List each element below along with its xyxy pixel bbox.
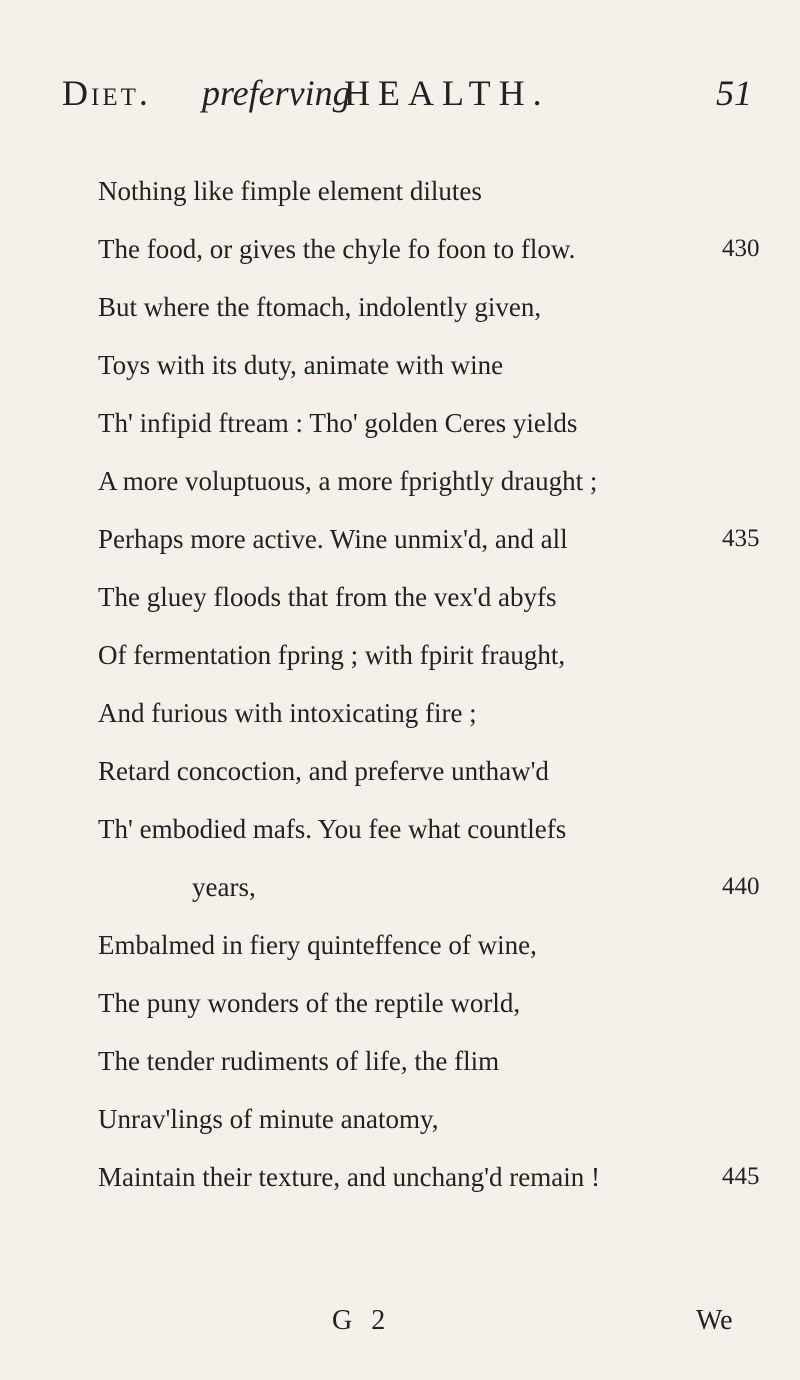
running-title-middle: preferving xyxy=(202,73,351,113)
verse-text: The tender rudiments of life, the flim xyxy=(98,1046,500,1076)
verse-line xyxy=(98,1090,708,1148)
verse-text: Toys with its duty, animate with wine xyxy=(98,350,504,380)
verse-text: Of fermentation fpring ; with fpirit fraught, xyxy=(98,640,566,670)
page-number: 51 xyxy=(716,73,752,113)
verse-text: Th' infipid ftream : Tho' golden Ceres yields xyxy=(98,408,578,438)
verse-block xyxy=(98,162,760,1206)
verse-text: Embalmed in fiery quinteffence of wine, xyxy=(98,930,537,960)
verse-line xyxy=(98,336,708,394)
verse-line xyxy=(98,626,708,684)
verse-text: Retard concoction, and preferve unthaw'd xyxy=(98,756,549,786)
verse-line xyxy=(98,1032,708,1090)
verse-line xyxy=(98,916,708,974)
verse-text: years, xyxy=(192,872,256,902)
line-number: 430 xyxy=(722,235,760,262)
verse-text: Nothing like fimple element dilutes xyxy=(98,176,482,206)
line-number: 445 xyxy=(722,1163,760,1190)
catchword: We xyxy=(696,1305,733,1336)
verse-text: The food, or gives the chyle fo foon to flow. xyxy=(98,234,576,264)
verse-line xyxy=(98,278,708,336)
verse-line xyxy=(98,974,708,1032)
verse-line xyxy=(98,510,760,568)
verse-text: The puny wonders of the reptile world, xyxy=(98,988,521,1018)
verse-line xyxy=(98,220,760,278)
verse-line xyxy=(98,858,760,916)
verse-text: Unrav'lings of minute anatomy, xyxy=(98,1104,439,1134)
verse-text: Perhaps more active. Wine unmix'd, and all xyxy=(98,524,568,554)
verse-text: The gluey floods that from the vex'd abyfs xyxy=(98,582,557,612)
verse-line xyxy=(98,394,708,452)
verse-text: And furious with intoxicating fire ; xyxy=(98,698,477,728)
line-number: 440 xyxy=(722,873,760,900)
verse-text: A more voluptuous, a more fprightly draught ; xyxy=(98,466,598,496)
verse-line xyxy=(98,162,708,220)
verse-line xyxy=(98,742,708,800)
verse-line xyxy=(98,452,708,510)
verse-text: Th' embodied mafs. You fee what countlefs xyxy=(98,814,567,844)
verse-text: Maintain their texture, and unchang'd remain ! xyxy=(98,1162,600,1192)
verse-line xyxy=(98,800,708,858)
verse-line xyxy=(98,1148,760,1206)
verse-line xyxy=(98,568,708,626)
running-title-right: HEALTH. xyxy=(344,73,550,113)
page-footer xyxy=(0,1305,800,1349)
running-header xyxy=(62,72,752,122)
line-number: 435 xyxy=(722,525,760,552)
verse-line xyxy=(98,684,708,742)
running-title-left: Diet. xyxy=(62,73,151,113)
signature-mark: G 2 xyxy=(332,1305,392,1336)
verse-text: But where the ftomach, indolently given, xyxy=(98,292,542,322)
